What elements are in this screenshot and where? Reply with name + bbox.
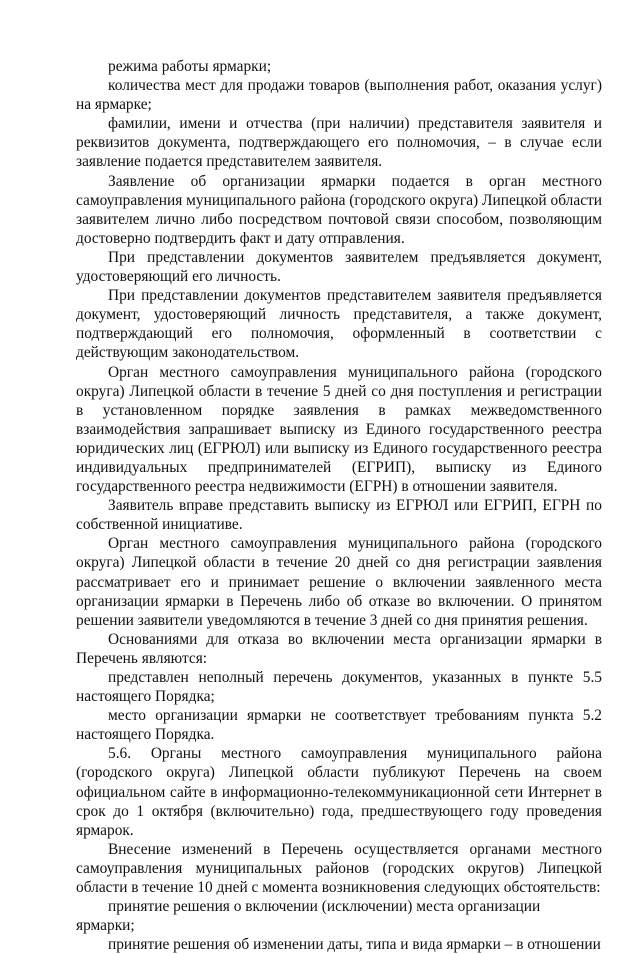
paragraph: 5.6. Органы местного самоуправления муниципального района (городского округа) Липецкой области публикуют Перечень на своем официальном сайте в информационно-телекоммуникационной сети Интернет в срок до 1 октября (включительно) года, предшествующего году проведения ярмарок. [76, 745, 602, 839]
paragraph: фамилии, имени и отчества (при наличии) представителя заявителя и реквизитов документа, подтверждающего его полномочия, – в случае если заявление подается представителем заявителя. [76, 115, 602, 171]
paragraph: количества мест для продажи товаров (выполнения работ, оказания услуг) на ярмарке; [76, 77, 602, 114]
paragraph: Основаниями для отказа во включении места организации ярмарки в Перечень являются: [76, 630, 602, 667]
paragraph: режима работы ярмарки; [108, 58, 272, 75]
paragraph: принятие решения о включении (исключении) места организации ярмарки; [76, 898, 541, 935]
paragraph: При представлении документов заявителем предъявляется документ, удостоверяющий его личность. [76, 248, 602, 286]
paragraph: место организации ярмарки не соответствует требованиям пункта 5.2 настоящего Порядка. [76, 707, 602, 744]
paragraph: представлен неполный перечень документов, указанных в пункте 5.5 настоящего Порядка; [76, 669, 602, 706]
paragraph: При представлении документов представителем заявителя предъявляется документ, удостоверяющий личность представителя, а также документ, подтверждающий его полномочия, оформленный в соответствии с действующим законодательством. [76, 287, 602, 362]
paragraph: Внесение изменений в Перечень осуществляется органами местного самоуправления муниципальных районов (городских округов) Липецкой области в течение 10 дней с момента возникновения следующих обстоятельств: [76, 840, 602, 897]
paragraph: Заявитель вправе представить выписку из ЕГРЮЛ или ЕГРИП, ЕГРН по собственной инициативе. [76, 497, 602, 534]
paragraph: принятие решения об изменении даты, типа и вида ярмарки – в отношении [108, 936, 601, 954]
document-body [76, 57, 602, 954]
paragraph: Заявление об организации ярмарки подается в орган местного самоуправления муниципального района (городского округа) Липецкой области заявителем лично либо посредством почтовой связи способом, позволяющим достоверно подтвердить факт и дату отправления. [76, 172, 602, 247]
paragraph: Орган местного самоуправления муниципального района (городского округа) Липецкой области в течение 5 дней со дня поступления и регистрации в установленном порядке заявления в рамках межведомственного взаимодействия запрашивает выписку из Единого государственного реестра юридических лиц (ЕГРЮЛ) или выписку из Единого государственного реестра индивидуальных предпринимателей (ЕГРИП), выписку из Единого государственного реестра недвижимости (ЕГРН) в отношении заявителя. [76, 363, 602, 496]
paragraph: Орган местного самоуправления муниципального района (городского округа) Липецкой области в течение 20 дней со дня регистрации заявления рассматривает его и принимает решение о включении заявленного места организации ярмарки в Перечень либо об отказе во включении. О принятом решении заявители уведомляются в течение 3 дней со дня принятия решения. [76, 535, 602, 629]
